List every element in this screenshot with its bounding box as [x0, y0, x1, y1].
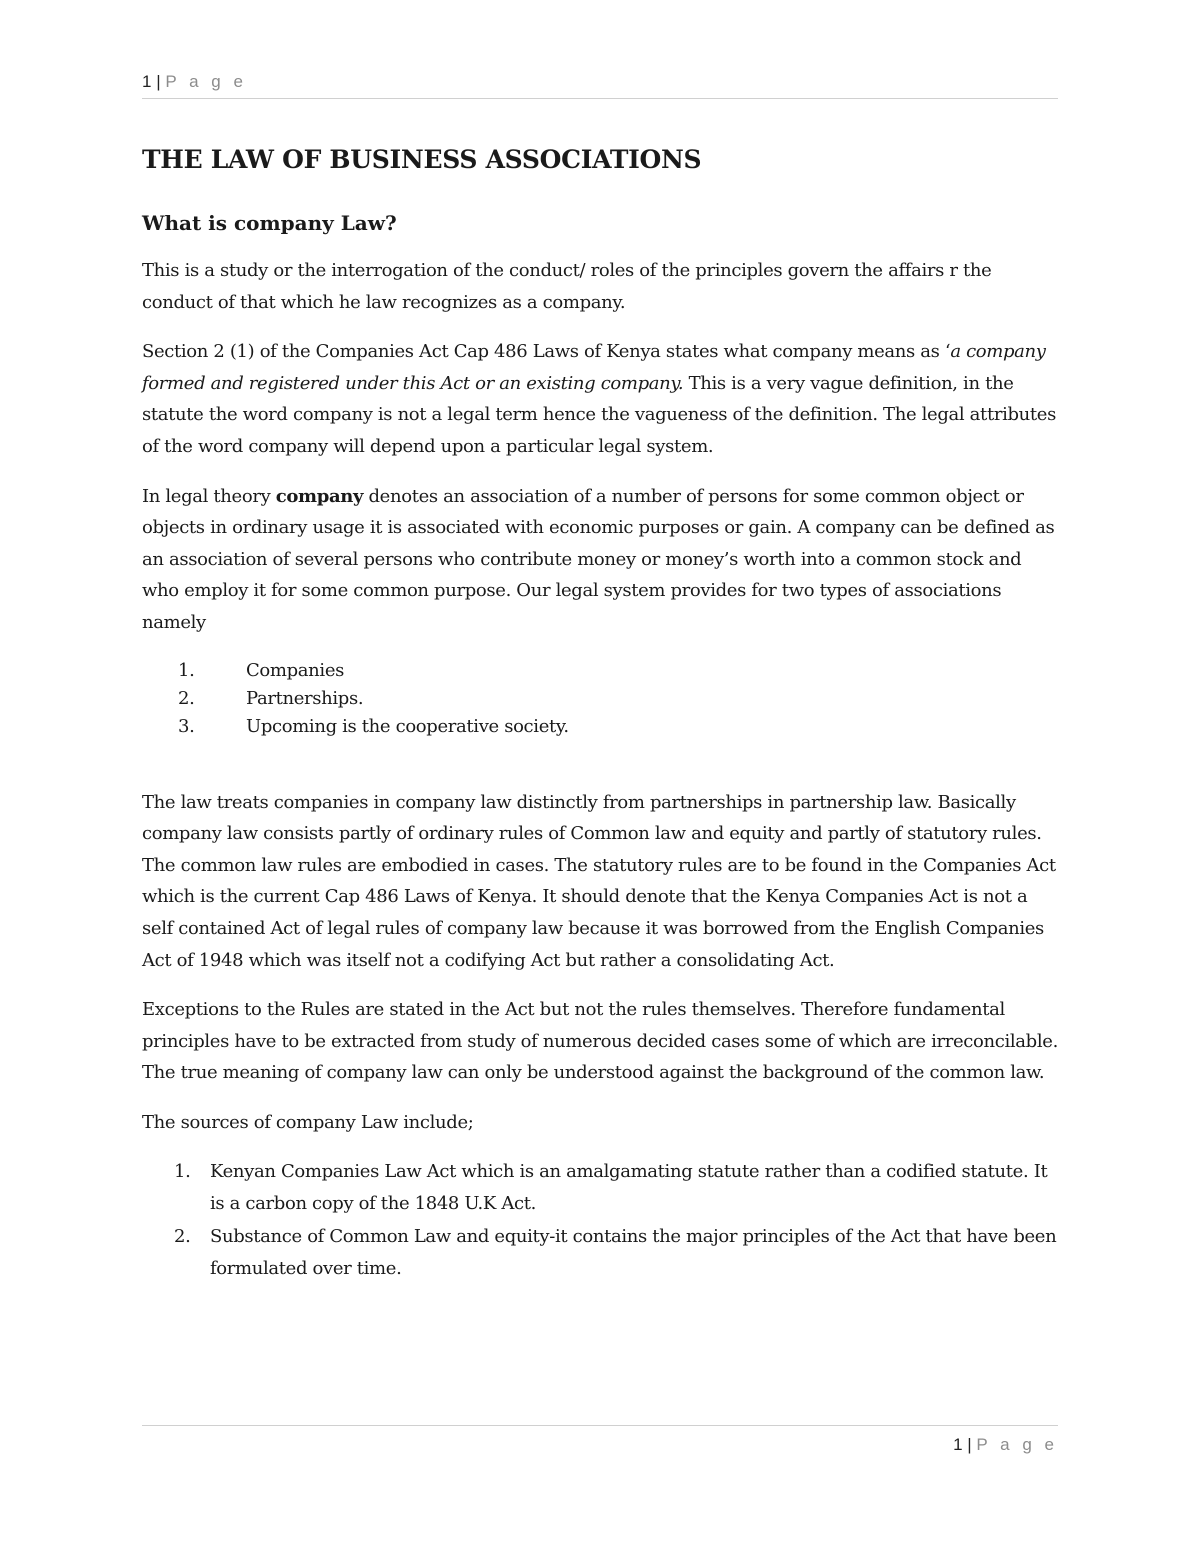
paragraph-company-law-treatment: The law treats companies in company law distinctly from partnerships in partnership law. Basically company law consists partly of ordinary rules of Common law and equity and partly of statutory rules. The common law rules are embodied in cases. The statutory rules are to be found in the Companies Act which is the current Cap 486 Laws of Kenya. It should denote that the Kenya Companies Act is not a self contained Act of legal rules of company law because it was borrowed from the English Companies Act of 1948 which was itself not a codifying Act but rather a consolidating Act.	[142, 791, 1056, 971]
document-title: THE LAW OF BUSINESS ASSOCIATIONS	[142, 145, 702, 174]
list-item	[142, 1156, 1062, 1220]
list-item	[142, 657, 1062, 685]
paragraph-section-2	[142, 336, 1062, 462]
header-separator: |	[156, 72, 161, 91]
list-item-text: Kenyan Companies Law Act which is an amalgamating statute rather than a codified statute. It is a carbon copy of the 1848 U.K Act.	[210, 1161, 1048, 1215]
list-item-number: 1.	[174, 1161, 191, 1183]
document-body	[142, 140, 1062, 1286]
company-term-bold: company	[275, 485, 364, 507]
list-item-text: Upcoming is the cooperative society.	[246, 715, 569, 737]
associations-list	[142, 657, 1062, 741]
section-2-text-end: This is a very vague definition, in the statute the word company is not a legal term hence the vagueness of the definition. The legal attributes of the word company will depend upon a particular legal system.	[142, 372, 1056, 457]
list-item	[142, 685, 1062, 713]
page-footer	[142, 1425, 1058, 1455]
list-item-text: Substance of Common Law and equity-it contains the major principles of the Act that have been formulated over time.	[210, 1226, 1057, 1280]
list-item-number: 3.	[178, 715, 195, 737]
list-item-text: Partnerships.	[246, 687, 364, 709]
list-item-number: 2.	[178, 687, 195, 709]
page-header	[142, 72, 1058, 99]
section-heading: What is company Law?	[142, 211, 397, 235]
footer-page-label: P a g e	[976, 1435, 1058, 1454]
legal-theory-text-end: denotes an association of a number of persons for some common object or objects in ordinary usage it is associated with economic purposes or gain. A company can be defined as an association of several persons who contribute money or money’s worth into a common stock and who employ it for some common purpose. Our legal system provides for two types of associations namely	[142, 485, 1055, 633]
statutory-definition-quote: a company formed and registered under this Act or an existing company.	[142, 341, 1046, 394]
list-item	[142, 713, 1062, 741]
list-item-number: 1.	[178, 659, 195, 681]
footer-separator: |	[967, 1435, 972, 1454]
footer-page-number: 1	[953, 1435, 963, 1454]
header-page-number: 1	[142, 72, 152, 91]
paragraph-exceptions: Exceptions to the Rules are stated in the Act but not the rules themselves. Therefore fundamental principles have to be extracted from study of numerous decided cases some of which are irreconcilable. The true meaning of company law can only be understood against the background of the common law.	[142, 999, 1058, 1084]
list-item	[142, 1221, 1062, 1285]
paragraph-legal-theory	[142, 481, 1062, 639]
header-page-label: P a g e	[165, 72, 247, 91]
list-item-text: Companies	[246, 659, 345, 681]
legal-theory-text-start: In legal theory	[142, 485, 276, 507]
sources-list	[142, 1156, 1062, 1285]
paragraph-sources-intro: The sources of company Law include;	[142, 1111, 474, 1133]
section-2-text-start: Section 2 (1) of the Companies Act Cap 486 Laws of Kenya states what company means as ‘	[142, 341, 951, 363]
paragraph-definition: This is a study or the interrogation of the conduct/ roles of the principles govern the affairs r the conduct of that which he law recognizes as a company.	[142, 260, 992, 313]
list-item-number: 2.	[174, 1226, 191, 1248]
